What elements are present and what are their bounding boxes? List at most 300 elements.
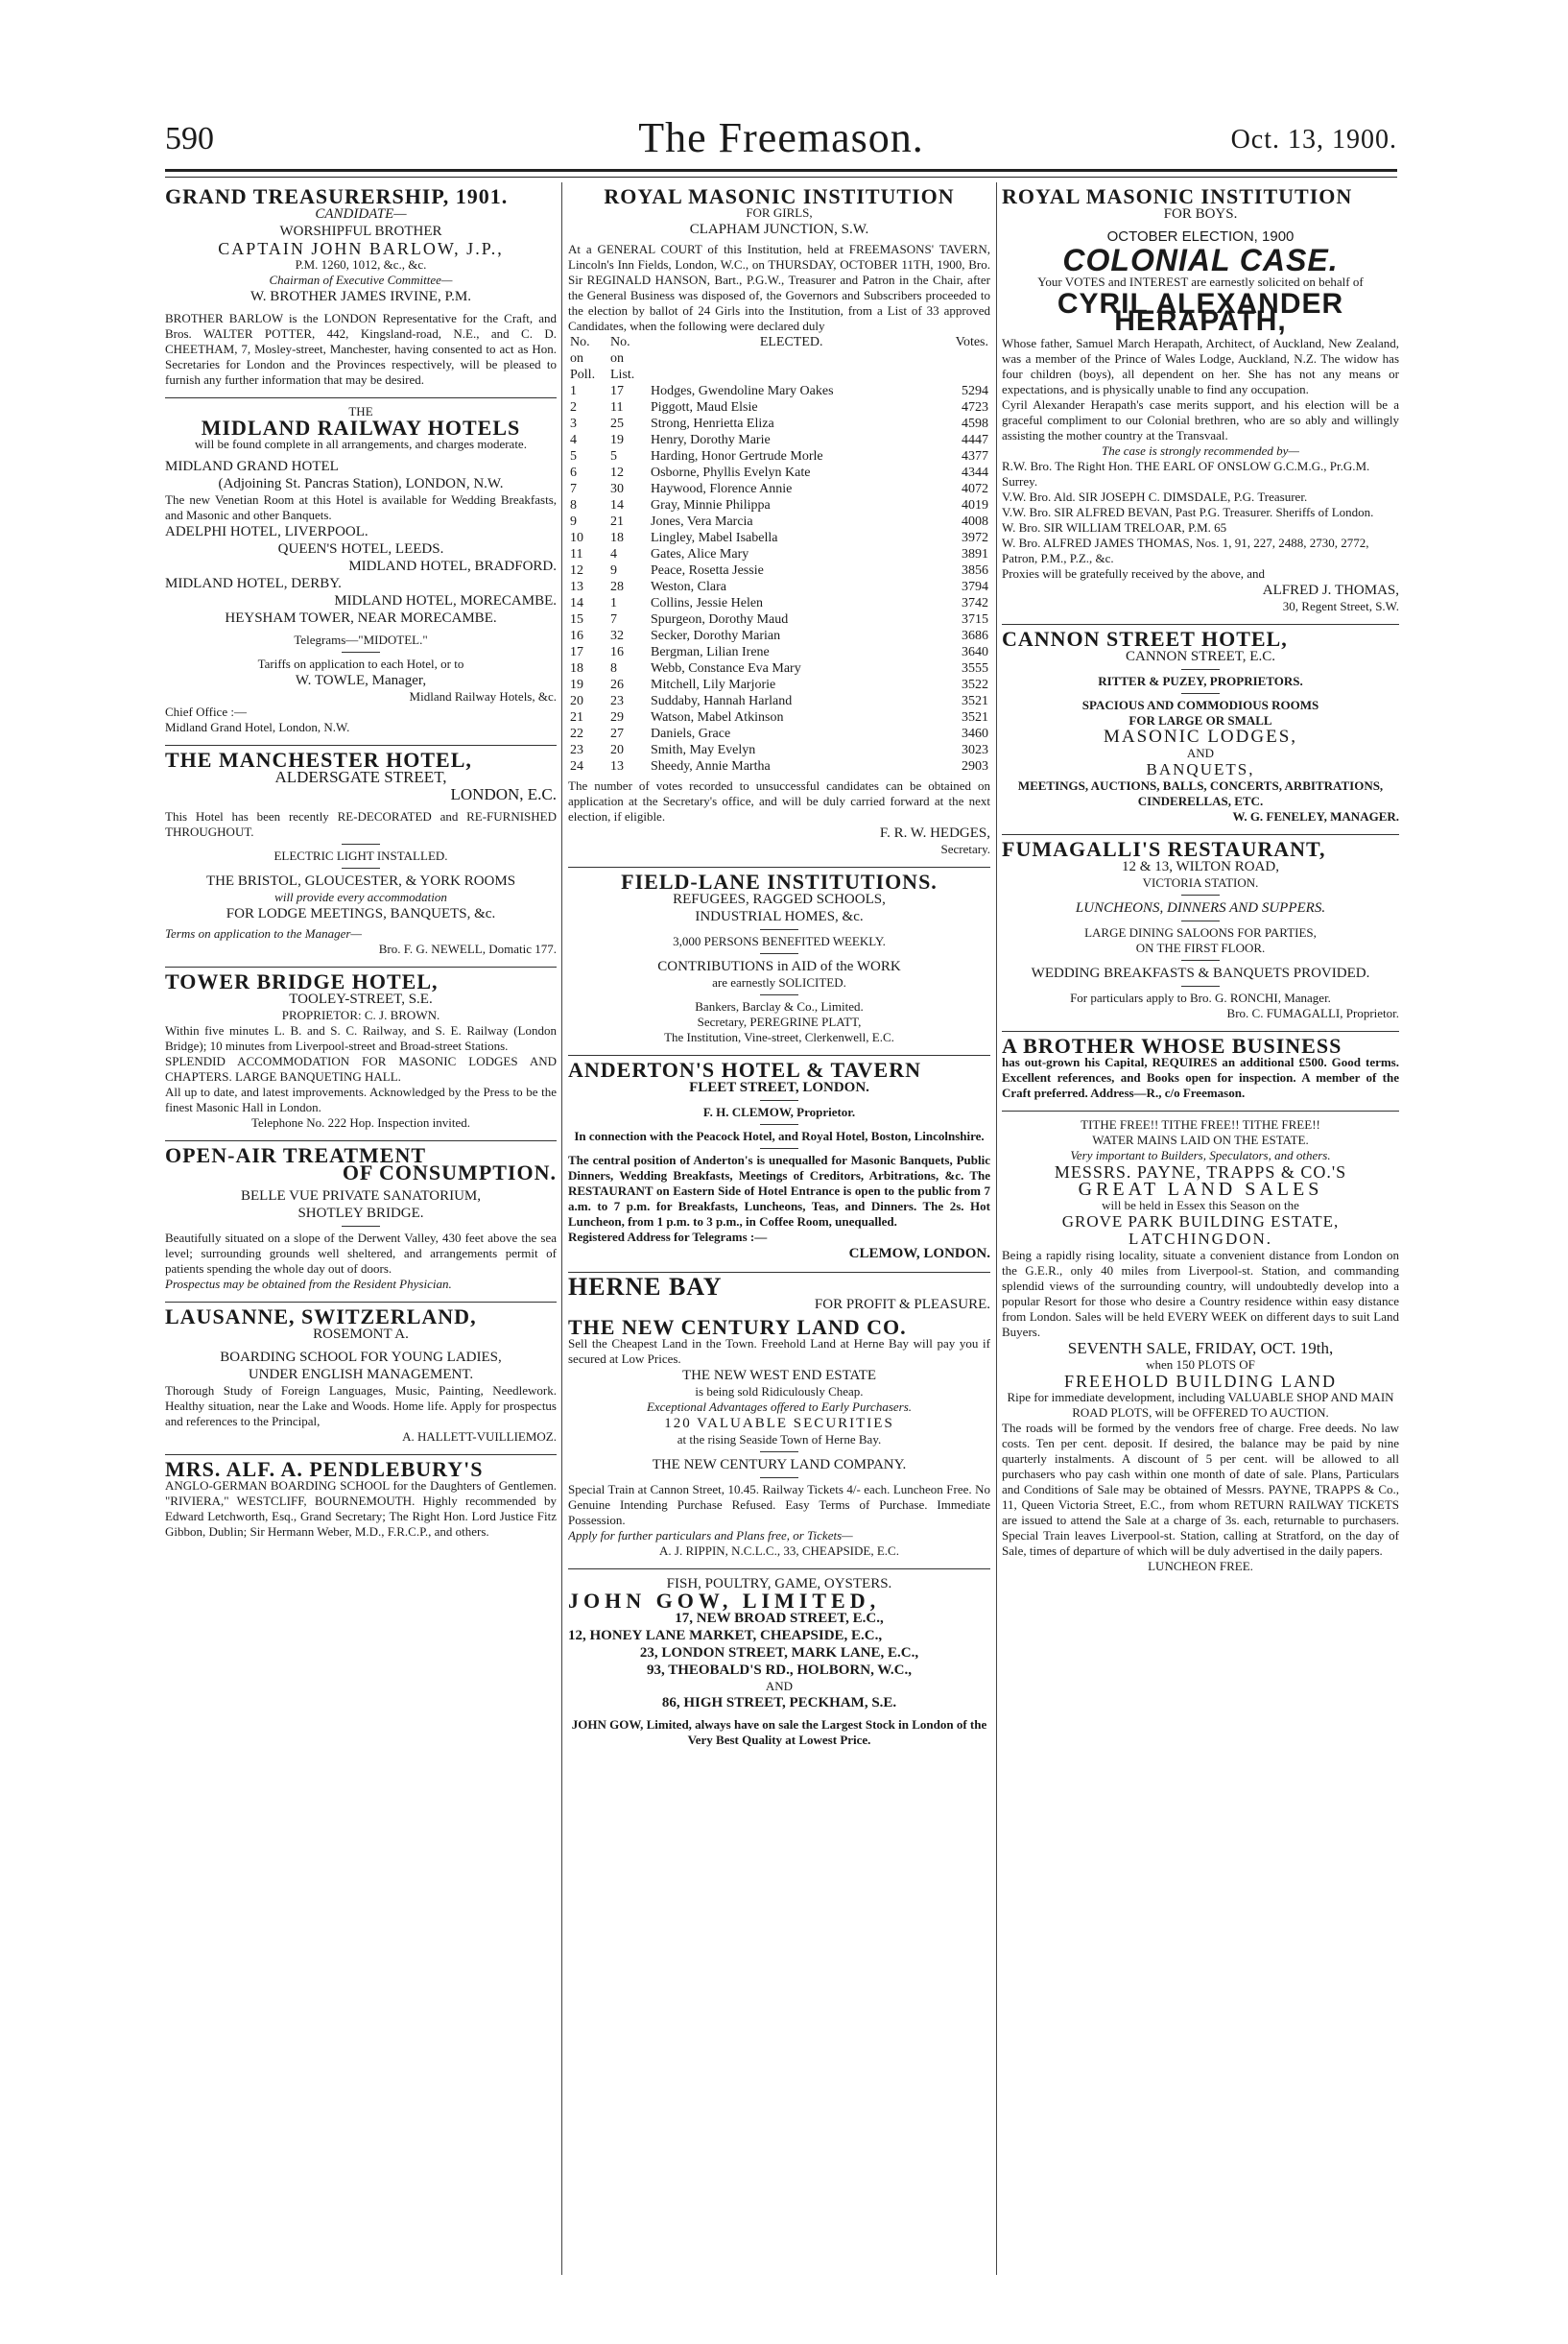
table-cell-name: Bergman, Lilian Irene <box>651 645 770 659</box>
ad-body: ANGLO-GERMAN BOARDING SCHOOL for the Daughters of Gentlemen. "RIVIERA," WESTCLIFF, BOURNEMOUTH. Highly recommended by Edward Letchworth, Esq., Grand Secretary; The Right Hon. Lord Justice Fitz Gibbon, Dublin; Sir Hermann Weber, M.D., F.R.C.P., and others. <box>165 1478 557 1539</box>
table-cell-votes: 4598 <box>962 417 988 431</box>
table-cell-poll: 6 <box>570 466 577 480</box>
ad-title: GRAND TREASURERSHIP, 1901. <box>165 184 509 208</box>
table-cell-list: 20 <box>610 743 624 757</box>
table-cell-poll: 7 <box>570 482 577 496</box>
table-cell-name: Spurgeon, Dorothy Maud <box>651 612 789 627</box>
table-cell-list: 27 <box>610 727 624 741</box>
table-cell-votes: 3460 <box>962 727 988 741</box>
ad-body: Special Train at Cannon Street, 10.45. Railway Tickets 4/- each. Luncheon Free. No Genuine Intending Purchase Refused. Easy Terms of Purchase. Immediate Possession. <box>568 1482 990 1527</box>
ad-text: A. J. RIPPIN, N.C.L.C., 33, CHEAPSIDE, E.C. <box>659 1543 899 1558</box>
ad-text: MASONIC LODGES, <box>1103 727 1298 747</box>
ad-text: CLAPHAM JUNCTION, S.W. <box>689 222 869 237</box>
ad-text: is being sold Ridiculously Cheap. <box>695 1384 864 1399</box>
table-cell-votes: 3715 <box>962 612 988 627</box>
hotel-name: ADELPHI HOTEL, LIVERPOOL. <box>165 524 368 539</box>
table-cell-list: 14 <box>610 498 624 513</box>
table-cell-poll: 3 <box>570 417 577 431</box>
table-cell-name: Mitchell, Lily Marjorie <box>651 678 776 692</box>
table-cell-votes: 3856 <box>962 563 988 578</box>
ad-body: JOHN GOW, Limited, always have on sale the Largest Stock in London of the Very Best Quality at Lowest Price. <box>571 1717 987 1747</box>
hotel-name: MIDLAND HOTEL, MORECAMBE. <box>334 593 557 609</box>
ad-text: Chief Office :— <box>165 705 247 719</box>
ad-text: MEETINGS, AUCTIONS, BALLS, CONCERTS, ARBITRATIONS, CINDERELLAS, ETC. <box>1017 778 1384 808</box>
ad-text: SEVENTH SALE, FRIDAY, OCT. 19th, <box>1067 1339 1334 1357</box>
ad-text: Very important to Builders, Speculators, and others. <box>1070 1148 1331 1162</box>
ad-text: ALDERSGATE STREET, <box>274 768 447 786</box>
table-cell-poll: 14 <box>570 596 583 610</box>
table-cell-list: 12 <box>610 466 624 480</box>
column-divider <box>996 182 997 2275</box>
page-number: 590 <box>165 121 214 156</box>
ad-text: ROSEMONT A. <box>313 1327 409 1342</box>
ad-title: FIELD-LANE INSTITUTIONS. <box>621 870 938 894</box>
ad-pendlebury <box>165 1455 557 1549</box>
table-row <box>568 530 990 546</box>
ad-text: Telegrams—"MIDOTEL." <box>294 633 428 647</box>
issue-date: Oct. 13, 1900. <box>1230 125 1397 155</box>
ad-fumagalli <box>1002 835 1399 1032</box>
election-results-table <box>568 334 990 775</box>
ad-text: Bro. C. FUMAGALLI, Proprietor. <box>1226 1006 1399 1020</box>
table-cell-name: Piggott, Maud Elsie <box>651 400 758 415</box>
table-row <box>568 497 990 514</box>
table-cell-votes: 3686 <box>962 629 988 643</box>
ad-title: FUMAGALLI'S RESTAURANT, <box>1002 837 1326 861</box>
ad-text: F. H. CLEMOW, Proprietor. <box>702 1105 856 1119</box>
table-cell-name: Suddaby, Hannah Harland <box>651 694 793 708</box>
ad-title: CANNON STREET HOTEL, <box>1002 627 1288 651</box>
ad-text: will be found complete in all arrangements, and charges moderate. <box>195 437 527 451</box>
table-cell-votes: 3023 <box>962 743 988 757</box>
ad-text: GROVE PARK BUILDING ESTATE, <box>1061 1212 1340 1231</box>
table-cell-list: 25 <box>610 417 624 431</box>
table-header: No. on <box>610 335 630 366</box>
ad-rmi-boys <box>1002 182 1399 625</box>
table-cell-poll: 11 <box>570 547 583 562</box>
ad-text: Registered Address for Telegrams :— <box>568 1230 768 1244</box>
table-cell-poll: 21 <box>570 710 583 725</box>
table-cell-list: 30 <box>610 482 624 496</box>
ad-title: A BROTHER WHOSE BUSINESS <box>1002 1034 1342 1058</box>
table-cell-list: 23 <box>610 694 624 708</box>
ad-herne-bay <box>568 1273 990 1569</box>
table-cell-list: 9 <box>610 563 617 578</box>
table-cell-list: 7 <box>610 612 617 627</box>
table-cell-list: 11 <box>610 400 624 415</box>
table-cell-votes: 3742 <box>962 596 988 610</box>
table-row <box>568 693 990 709</box>
ad-body: The central position of Anderton's is unequalled for Masonic Banquets, Public Dinners, Wedding Breakfasts, Meetings of Creditors, Arbitrations, &c. The RESTAURANT on Eastern Side of Hotel Entrance is open to the public from 7 a.m. to 7 p.m. for Breakfasts, Luncheons, Teas, and Dinners. The 2s. Hot Luncheon, from 1 p.m. to 3 p.m., in Coffee Room, unequalled. <box>568 1153 990 1229</box>
table-cell-votes: 4447 <box>962 433 988 447</box>
table-row <box>568 448 990 465</box>
ad-tithe-free <box>1002 1112 1399 1584</box>
table-cell-list: 1 <box>610 596 617 610</box>
ad-text: 120 VALUABLE SECURITIES <box>664 1416 894 1431</box>
table-cell-list: 26 <box>610 678 624 692</box>
ad-body: BROTHER BARLOW is the LONDON Representative for the Craft, and Bros. WALTER POTTER, 442, Kingsland-road, N.E., and C. D. CHEETHAM, 7, Mosley-street, Manchester, having consented to act as Hon. Secretaries for London and the Provinces respectively, will be pleased to furnish any further information that may be desired. <box>165 311 557 387</box>
ad-text: WEDDING BREAKFASTS & BANQUETS PROVIDED. <box>1031 966 1370 981</box>
ad-body: Thorough Study of Foreign Languages, Music, Painting, Needlework. Healthy situation, near the Lake and Woods. Home life. Apply for prospectus and references to the Principal, <box>165 1383 557 1428</box>
ad-title: JOHN GOW, LIMITED, <box>568 1589 881 1613</box>
ad-text: The case is strongly recommended by— <box>1102 443 1299 458</box>
table-cell-list: 17 <box>610 384 624 398</box>
table-row <box>568 399 990 416</box>
table-cell-poll: 24 <box>570 759 583 774</box>
ad-text: RITTER & PUZEY, PROPRIETORS. <box>1098 674 1303 688</box>
table-row <box>568 562 990 579</box>
ad-title: ROYAL MASONIC INSTITUTION <box>1002 184 1353 208</box>
table-cell-poll: 4 <box>570 433 577 447</box>
table-cell-votes: 3521 <box>962 710 988 725</box>
ad-text: CANNON STREET, E.C. <box>1126 649 1275 664</box>
ad-text: FREEHOLD BUILDING LAND <box>1064 1372 1337 1391</box>
ad-text: MIDLAND GRAND HOTEL <box>165 459 339 474</box>
table-cell-list: 19 <box>610 433 624 447</box>
ad-body: Within five minutes L. B. and S. C. Railway, and S. E. Railway (London Bridge); 10 minutes from Liverpool-street and Broad-street Stations. <box>165 1023 557 1053</box>
ad-body: Beautifully situated on a slope of the Derwent Valley, 430 feet above the sea level; surrounding grounds well sheltered, and arrangements permit of patients spending the whole day out of doors. <box>165 1231 557 1276</box>
ad-text: CLEMOW, LONDON. <box>848 1246 990 1261</box>
ad-text: P.M. 1260, 1012, &c., &c. <box>295 257 427 272</box>
ad-text: V.W. Bro. SIR ALFRED BEVAN, Past P.G. Treasurer. Sheriffs of London. <box>1002 505 1374 519</box>
ad-text: LARGE DINING SALOONS FOR PARTIES, <box>1084 925 1317 940</box>
ad-open-air-treatment <box>165 1141 557 1303</box>
table-cell-name: Strong, Henrietta Eliza <box>651 417 774 431</box>
table-cell-name: Smith, May Evelyn <box>651 743 756 757</box>
ad-text: Secretary, PEREGRINE PLATT, <box>697 1015 862 1029</box>
ad-body: The roads will be formed by the vendors free of charge. Free deeds. No law costs. Ten per cent. deposit. If desired, the balance may be paid by nine quarterly instalments. A discount of 5 per cent. will be allowed to all purchasers who pay cash within one month of date of sale. Plans, Particulars and Conditions of Sale may be obtained of Messrs. PAYNE, TRAPPS & Co., 11, Queen Victoria Street, E.C., from whom RETURN RAILWAY TICKETS are issued to attend the Sale at a charge of 3s. each, returnable to purchasers. Special Train leaves Liverpool-st. Station, calling at Stratford, on the day of Sale, times of departure of which will be duly advertised in the daily papers. <box>1002 1421 1399 1558</box>
table-cell-votes: 3522 <box>962 678 988 692</box>
table-cell-votes: 2903 <box>962 759 988 774</box>
ad-cannon-street-hotel <box>1002 625 1399 835</box>
ad-text: V.W. Bro. Ald. SIR JOSEPH C. DIMSDALE, P.G. Treasurer. <box>1002 490 1308 504</box>
table-cell-votes: 3640 <box>962 645 988 659</box>
table-cell-poll: 1 <box>570 384 577 398</box>
table-cell-poll: 20 <box>570 694 583 708</box>
table-row <box>568 742 990 758</box>
ad-text: OCTOBER ELECTION, 1900 <box>1106 228 1295 245</box>
ad-text: will provide every accommodation <box>274 890 447 904</box>
ad-text: Proxies will be gratefully received by the above, and <box>1002 566 1265 581</box>
ad-text: A. HALLETT-VUILLIEMOZ. <box>402 1429 557 1444</box>
hotel-name: HEYSHAM TOWER, NEAR MORECAMBE. <box>225 610 497 626</box>
table-row <box>568 628 990 644</box>
ad-text: 23, LONDON STREET, MARK LANE, E.C., <box>639 1645 919 1661</box>
ad-lausanne <box>165 1303 557 1455</box>
ad-text: LUNCHEON FREE. <box>1148 1559 1253 1573</box>
ad-text: 17, NEW BROAD STREET, E.C., <box>675 1611 884 1626</box>
table-cell-name: Hodges, Gwendoline Mary Oakes <box>651 384 834 398</box>
masthead: The Freemason. <box>638 114 924 161</box>
table-cell-name: Daniels, Grace <box>651 727 731 741</box>
table-cell-name: Collins, Jessie Helen <box>651 596 764 610</box>
table-cell-name: Osborne, Phyllis Evelyn Kate <box>651 466 811 480</box>
ad-john-gow <box>568 1569 990 1758</box>
ad-body: This Hotel has been recently RE-DECORATED and RE-FURNISHED THROUGHOUT. <box>165 809 557 839</box>
ad-text: ON THE FIRST FLOOR. <box>1135 941 1266 955</box>
ad-text: Tariffs on application to each Hotel, or to <box>257 657 464 671</box>
table-cell-poll: 2 <box>570 400 577 415</box>
table-header: List. <box>610 368 635 382</box>
table-row <box>568 677 990 693</box>
table-cell-name: Gates, Alice Mary <box>651 547 749 562</box>
table-row <box>568 546 990 562</box>
ad-title: LAUSANNE, SWITZERLAND, <box>165 1304 477 1328</box>
table-row <box>568 383 990 399</box>
ad-text: TOOLEY-STREET, S.E. <box>289 992 433 1007</box>
hotel-name: MIDLAND HOTEL, BRADFORD. <box>348 559 557 574</box>
ad-text: SPACIOUS AND COMMODIOUS ROOMS <box>1081 698 1319 712</box>
ad-text: TITHE FREE!! TITHE FREE!! TITHE FREE!! <box>1081 1117 1320 1132</box>
table-cell-list: 29 <box>610 710 624 725</box>
table-cell-poll: 18 <box>570 661 583 676</box>
table-row <box>568 611 990 628</box>
table-cell-votes: 3891 <box>962 547 988 562</box>
column-2 <box>568 182 990 2275</box>
ad-brother-business <box>1002 1032 1399 1112</box>
table-cell-list: 4 <box>610 547 617 562</box>
table-cell-poll: 5 <box>570 449 577 464</box>
ad-text: FOR LARGE OR SMALL <box>1128 713 1272 728</box>
ad-text: ALFRED J. THOMAS, <box>1262 583 1399 598</box>
ad-andertons <box>568 1056 990 1273</box>
ad-body: All up to date, and latest improvements. Acknowledged by the Press to be the finest Masonic Hall in London. <box>165 1085 557 1114</box>
table-cell-name: Henry, Dorothy Marie <box>651 433 771 447</box>
ad-text: AND <box>765 1679 794 1693</box>
ad-text: 3,000 PERSONS BENEFITED WEEKLY. <box>673 934 886 948</box>
ad-text: AND <box>1186 746 1215 760</box>
ad-body: Being a rapidly rising locality, situate a convenient distance from London on the G.E.R., only 40 miles from Liverpool-st. Station, and commanding splendid views of the surrounding country, will undoubtedly develop into a popular Resort for those who desire a Country residence within easy distance from London. Sales will be held EVERY WEEK on different days to suit Land Buyers. <box>1002 1248 1399 1339</box>
ad-body: Sell the Cheapest Land in the Town. Freehold Land at Herne Bay will pay you if secured at Low Prices. <box>568 1336 990 1366</box>
ad-body: The new Venetian Room at this Hotel is available for Wedding Breakfasts, and Masonic and other Banquets. <box>165 492 557 522</box>
table-cell-name: Sheedy, Annie Martha <box>651 759 771 774</box>
table-header: No. on <box>570 335 590 366</box>
table-cell-name: Haywood, Florence Annie <box>651 482 793 496</box>
table-row <box>568 758 990 775</box>
table-header-row <box>568 334 990 367</box>
ad-text: F. R. W. HEDGES, <box>879 825 990 841</box>
ad-body: At a GENERAL COURT of this Institution, held at FREEMASONS' TAVERN, Lincoln's Inn Fields, London, W.C., on THURSDAY, OCTOBER 11TH, 1900, Bro. Sir REGINALD HANSON, Bart., P.G.W., Treasurer and Patron in the Chair, after the General Business was disposed of, the Governors and Subscribers proceeded to the election by ballot of 24 Girls into the Institution, from a List of 33 approved Candidates, when the following were declared duly <box>568 242 990 333</box>
ad-text: W. Bro. ALFRED JAMES THOMAS, Nos. 1, 91, 227, 2488, 2730, 2772, Patron, P.M., P.Z., &c. <box>1002 536 1369 565</box>
ad-text: THE NEW WEST END ESTATE <box>681 1368 877 1383</box>
ad-text: In connection with the Peacock Hotel, and Royal Hotel, Boston, Lincolnshire. <box>574 1129 985 1143</box>
column-3 <box>1002 182 1399 2275</box>
ad-text: WATER MAINS LAID ON THE ESTATE. <box>1092 1133 1309 1147</box>
table-cell-votes: 4019 <box>962 498 988 513</box>
ad-text: SHOTLEY BRIDGE. <box>297 1206 424 1221</box>
ad-body: Cyril Alexander Herapath's case merits support, and his election will be a graceful compliment to our Colonial brethren, who are so ably and willingly assisting the mother country at the Transvaal. <box>1002 397 1399 442</box>
table-cell-votes: 3555 <box>962 661 988 676</box>
table-cell-name: Webb, Constance Eva Mary <box>651 661 801 676</box>
table-row <box>568 579 990 595</box>
ad-text: R.W. Bro. The Right Hon. THE EARL OF ONSLOW G.C.M.G., Pr.G.M. Surrey. <box>1002 459 1370 489</box>
header-rule <box>165 169 1397 178</box>
table-row <box>568 660 990 677</box>
ad-title: HERNE BAY <box>568 1273 723 1301</box>
ad-text: THE BRISTOL, GLOUCESTER, & YORK ROOMS <box>205 873 516 889</box>
ad-text: FOR LODGE MEETINGS, BANQUETS, &c. <box>226 906 496 921</box>
column-1 <box>165 182 557 2275</box>
table-cell-poll: 12 <box>570 563 583 578</box>
ad-text: REFUGEES, RAGGED SCHOOLS, <box>673 892 886 907</box>
ad-title: MRS. ALF. A. PENDLEBURY'S <box>165 1457 484 1481</box>
ad-text: THE <box>348 404 373 419</box>
table-cell-votes: 5294 <box>962 384 988 398</box>
ad-text: FLEET STREET, LONDON. <box>689 1080 869 1095</box>
table-cell-poll: 10 <box>570 531 583 545</box>
ad-title: THE NEW CENTURY LAND CO. <box>568 1315 907 1339</box>
ad-text: Bankers, Barclay & Co., Limited. <box>695 999 864 1014</box>
ad-text: LUNCHEONS, DINNERS AND SUPPERS. <box>1075 900 1326 916</box>
ad-text: Exceptional Advantages offered to Early Purchasers. <box>646 1399 913 1414</box>
ad-manchester-hotel <box>165 746 557 968</box>
ad-text: THE NEW CENTURY LAND COMPANY. <box>652 1457 907 1472</box>
ad-text: Bro. F. G. NEWELL, Domatic 177. <box>378 942 557 956</box>
ad-text: WORSHIPFUL BROTHER <box>279 224 442 239</box>
table-header: Poll. <box>570 368 596 382</box>
ad-text: INDUSTRIAL HOMES, &c. <box>695 909 864 924</box>
table-row <box>568 726 990 742</box>
candidate-name: CAPTAIN JOHN BARLOW, J.P., <box>218 239 504 258</box>
ad-text: FISH, POULTRY, GAME, OYSTERS. <box>666 1576 892 1591</box>
ad-title: OF CONSUMPTION. <box>342 1160 557 1184</box>
table-row <box>568 709 990 726</box>
table-cell-poll: 15 <box>570 612 583 627</box>
table-cell-votes: 3521 <box>962 694 988 708</box>
ad-text: W. TOWLE, Manager, <box>295 673 427 688</box>
ad-text: CONTRIBUTIONS in AID of the WORK <box>657 959 901 974</box>
ad-text: Midland Railway Hotels, &c. <box>409 689 557 704</box>
table-cell-list: 21 <box>610 514 624 529</box>
table-cell-poll: 17 <box>570 645 583 659</box>
ad-midland-hotels <box>165 398 557 746</box>
table-row <box>568 514 990 530</box>
ad-title: ROYAL MASONIC INSTITUTION <box>604 184 955 208</box>
ad-body: The number of votes recorded to unsuccessful candidates can be obtained on application at the Secretary's office, and will be duly carried forward at the next election, if eligible. <box>568 778 990 824</box>
ad-title: MIDLAND RAILWAY HOTELS <box>201 416 521 440</box>
table-cell-list: 5 <box>610 449 617 464</box>
ad-text: FOR GIRLS, <box>746 205 813 220</box>
table-cell-list: 32 <box>610 629 624 643</box>
table-cell-list: 8 <box>610 661 617 676</box>
table-row <box>568 481 990 497</box>
table-cell-poll: 19 <box>570 678 583 692</box>
ad-text: at the rising Seaside Town of Herne Bay. <box>677 1432 882 1447</box>
ad-text: GREAT LAND SALES <box>1078 1179 1323 1200</box>
ad-text: 30, Regent Street, S.W. <box>1282 599 1399 613</box>
ad-text: Your VOTES and INTEREST are earnestly solicited on behalf of <box>1037 275 1364 289</box>
ad-text: FOR PROFIT & PLEASURE. <box>814 1297 990 1312</box>
ad-heading: COLONIAL CASE. <box>1062 243 1339 277</box>
ad-text: MESSRS. PAYNE, TRAPPS & CO.'S <box>1054 1162 1347 1182</box>
table-header-row <box>568 367 990 383</box>
table-row <box>568 465 990 481</box>
table-cell-votes: 4008 <box>962 514 988 529</box>
table-header: ELECTED. <box>759 335 823 349</box>
ad-text: UNDER ENGLISH MANAGEMENT. <box>248 1367 474 1382</box>
ad-text: (Adjoining St. Pancras Station), LONDON, N.W. <box>218 476 504 491</box>
ad-field-lane <box>568 868 990 1056</box>
ad-tower-bridge-hotel <box>165 968 557 1141</box>
ad-text: W. Bro. SIR WILLIAM TRELOAR, P.M. 65 <box>1002 520 1227 535</box>
column-divider <box>561 182 562 2275</box>
table-cell-poll: 9 <box>570 514 577 529</box>
ad-title: THE MANCHESTER HOTEL, <box>165 748 472 772</box>
ad-text: LATCHINGDON. <box>1128 1230 1273 1248</box>
table-cell-votes: 3794 <box>962 580 988 594</box>
table-cell-poll: 22 <box>570 727 583 741</box>
ad-text: FOR BOYS. <box>1163 206 1238 222</box>
table-cell-name: Lingley, Mabel Isabella <box>651 531 778 545</box>
candidate-name: CYRIL ALEXANDER HERAPATH, <box>1057 288 1344 337</box>
ad-body: has out-grown his Capital, REQUIRES an additional £500. Good terms. Excellent references, and Books open for inspection. A member of the Craft preferred. Address—R., c/o Freemason. <box>1002 1055 1399 1100</box>
table-cell-name: Gray, Minnie Philippa <box>651 498 771 513</box>
ad-text: 93, THEOBALD'S RD., HOLBORN, W.C., <box>646 1662 913 1678</box>
ad-text: Terms on application to the Manager— <box>165 926 362 941</box>
table-row <box>568 432 990 448</box>
table-cell-votes: 4723 <box>962 400 988 415</box>
ad-text: when 150 PLOTS OF <box>1146 1357 1255 1372</box>
ad-title: TOWER BRIDGE HOTEL, <box>165 969 439 993</box>
table-cell-list: 28 <box>610 580 624 594</box>
ad-text: 12, HONEY LANE MARKET, CHEAPSIDE, E.C., <box>568 1628 883 1643</box>
ad-text: Midland Grand Hotel, London, N.W. <box>165 720 350 734</box>
ad-title: OPEN-AIR TREATMENT <box>165 1143 427 1167</box>
table-cell-poll: 16 <box>570 629 583 643</box>
table-cell-name: Weston, Clara <box>651 580 726 594</box>
table-cell-list: 18 <box>610 531 624 545</box>
table-cell-poll: 8 <box>570 498 577 513</box>
ad-grand-treasurership <box>165 182 557 398</box>
ad-text: ELECTRIC LIGHT INSTALLED. <box>273 849 448 863</box>
ad-text: BOARDING SCHOOL FOR YOUNG LADIES, <box>220 1350 502 1365</box>
ad-text: CANDIDATE— <box>315 206 407 222</box>
hotel-name: QUEEN'S HOTEL, LEEDS. <box>277 541 444 557</box>
ad-text: Prospectus may be obtained from the Resident Physician. <box>165 1277 452 1291</box>
table-cell-name: Peace, Rosetta Jessie <box>651 563 764 578</box>
table-cell-votes: 4344 <box>962 466 988 480</box>
table-row <box>568 595 990 611</box>
ad-text: For particulars apply to Bro. G. RONCHI, Manager. <box>1070 991 1331 1005</box>
table-cell-votes: 4072 <box>962 482 988 496</box>
table-cell-name: Jones, Vera Marcia <box>651 514 753 529</box>
table-cell-votes: 4377 <box>962 449 988 464</box>
ad-text: VICTORIA STATION. <box>1142 875 1259 890</box>
table-cell-list: 16 <box>610 645 624 659</box>
ad-text: Secretary. <box>940 842 990 856</box>
ad-text: are earnestly SOLICITED. <box>712 975 846 990</box>
table-cell-votes: 3972 <box>962 531 988 545</box>
ad-text: 86, HIGH STREET, PECKHAM, S.E. <box>661 1695 897 1710</box>
ad-text: LONDON, E.C. <box>450 785 557 803</box>
table-cell-poll: 23 <box>570 743 583 757</box>
ad-text: 12 & 13, WILTON ROAD, <box>1122 859 1279 874</box>
ad-body: Whose father, Samuel March Herapath, Architect, of Auckland, New Zealand, was a member of the Prince of Wales Lodge, Auckland, N.Z. The widow has four children (boys), all dependent on her. She has not any means or expectations, and is physically unable to find any occupation. <box>1002 336 1399 396</box>
table-row <box>568 644 990 660</box>
table-cell-poll: 13 <box>570 580 583 594</box>
ad-text: Chairman of Executive Committee— <box>269 273 453 287</box>
page-header <box>165 113 1397 163</box>
ad-text: will be held in Essex this Season on the <box>1102 1198 1299 1212</box>
ad-text: BANQUETS, <box>1146 760 1255 778</box>
table-cell-name: Watson, Mabel Atkinson <box>651 710 784 725</box>
ad-text: BELLE VUE PRIVATE SANATORIUM, <box>240 1188 482 1204</box>
ad-rmi-girls <box>568 182 990 868</box>
table-cell-name: Harding, Honor Gertrude Morle <box>651 449 823 464</box>
ad-body: SPLENDID ACCOMMODATION FOR MASONIC LODGES AND CHAPTERS. LARGE BANQUETING HALL. <box>165 1054 557 1084</box>
ad-title: ANDERTON'S HOTEL & TAVERN <box>568 1058 921 1082</box>
ad-text: The Institution, Vine-street, Clerkenwell, E.C. <box>664 1030 894 1044</box>
